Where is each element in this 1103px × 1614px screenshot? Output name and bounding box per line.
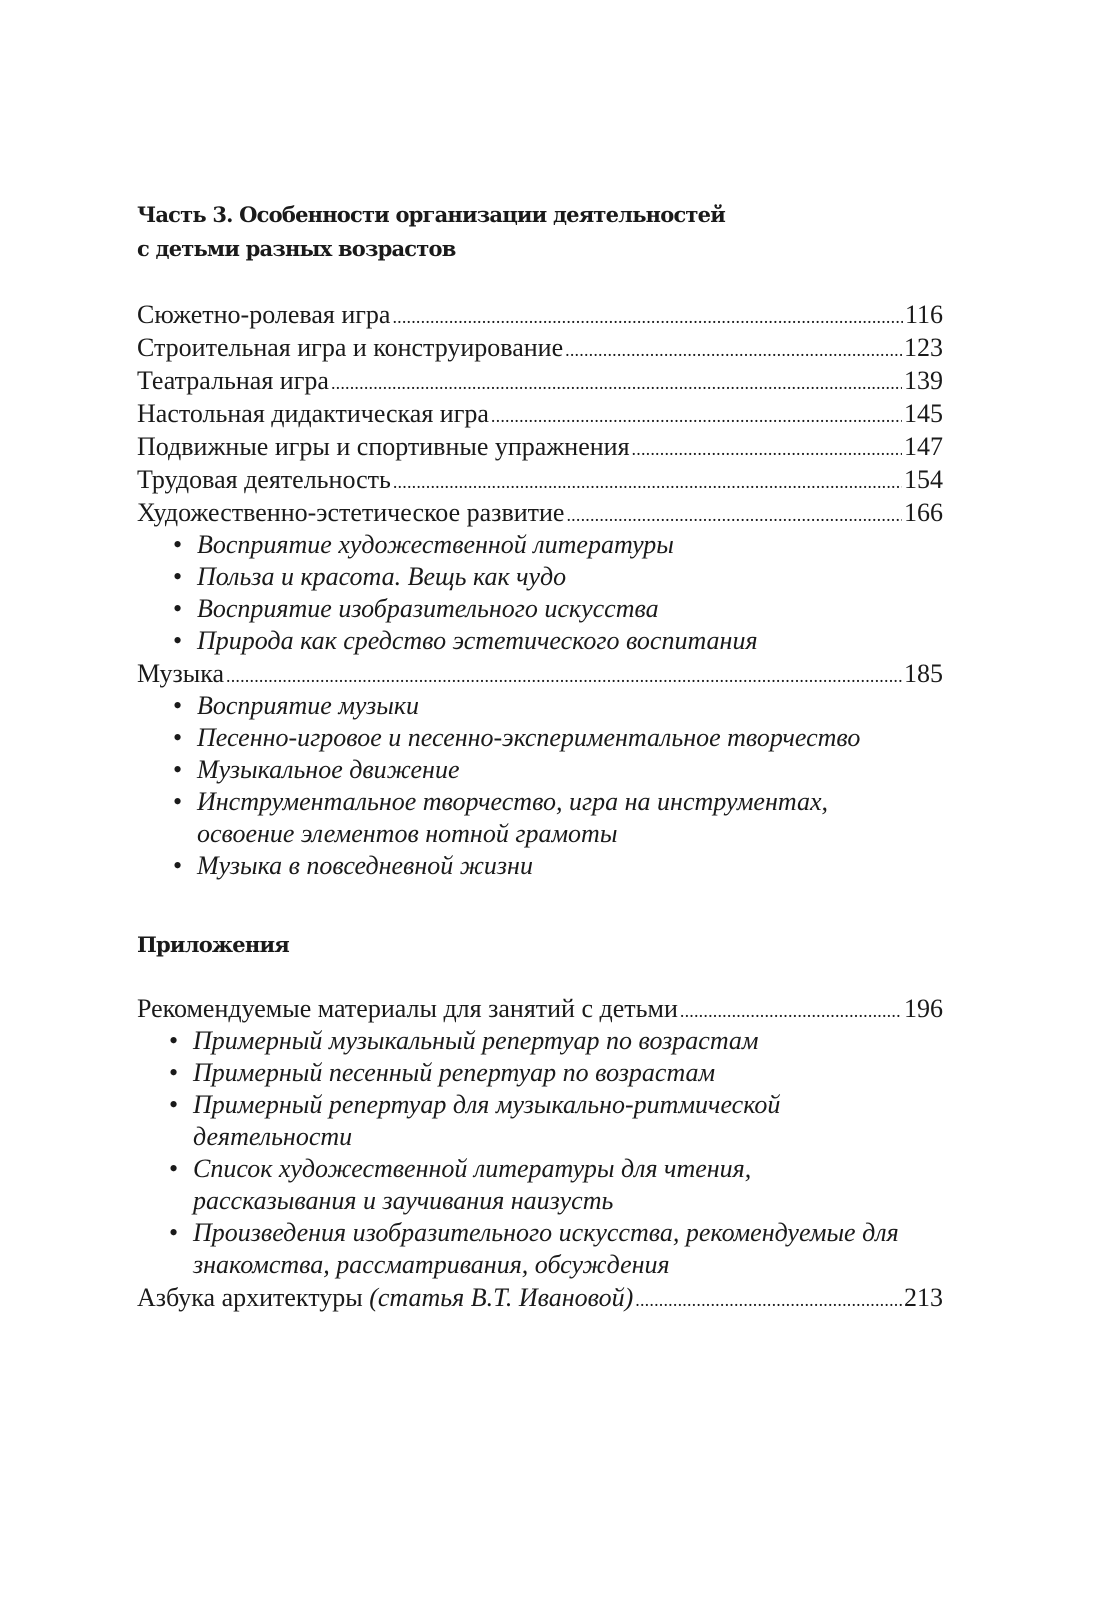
list-item: • Восприятие изобразительного искусства — [173, 594, 659, 623]
toc-entry[interactable] — [137, 430, 943, 463]
music-subitems — [137, 690, 943, 882]
list-item: • Примерный репертуар для музыкально-ритмической деятельности — [169, 1090, 781, 1151]
toc-entry[interactable] — [137, 364, 943, 397]
entry-title: Музыка — [137, 659, 224, 688]
architecture-entry-list — [137, 1281, 943, 1314]
entry-note: (статья В.Т. Ивановой) — [369, 1283, 634, 1312]
toc-entry[interactable] — [137, 331, 943, 364]
materials-subitems — [137, 1025, 943, 1281]
entry-page: 145 — [904, 399, 943, 428]
part3-heading-line1: Часть 3. Особенности организации деятельностей — [137, 202, 725, 227]
toc-entry[interactable] — [137, 992, 943, 1025]
dot-leader — [565, 331, 902, 367]
toc-entry[interactable] — [137, 463, 943, 496]
entry-title: Театральная игра — [137, 366, 329, 395]
entry-page: 213 — [904, 1283, 943, 1312]
toc-entry[interactable] — [137, 657, 943, 690]
bullet-icon: • — [173, 755, 183, 784]
toc-entry[interactable] — [137, 1281, 943, 1314]
entry-page: 166 — [904, 498, 943, 527]
entry-title: Художественно-эстетическое развитие — [137, 498, 565, 527]
music-entry-list — [137, 657, 943, 690]
bullet-icon: • — [173, 851, 183, 880]
bullet-icon: • — [173, 787, 183, 816]
dot-leader — [566, 496, 902, 532]
toc-entry[interactable] — [137, 298, 943, 331]
list-item: • Польза и красота. Вещь как чудо — [173, 562, 567, 591]
bullet-icon: • — [169, 1154, 179, 1183]
appendix-entries — [137, 992, 943, 1025]
dot-leader — [680, 992, 902, 1028]
toc-entry[interactable] — [137, 496, 943, 529]
table-of-contents — [137, 198, 943, 1314]
dot-leader — [393, 463, 902, 499]
entry-page: 185 — [904, 659, 943, 688]
bullet-icon: • — [169, 1218, 179, 1247]
entry-title: Строительная игра и конструирование — [137, 333, 564, 362]
dot-leader — [635, 1281, 902, 1317]
bullet-icon: • — [173, 562, 183, 591]
dot-leader — [491, 397, 902, 433]
bullet-icon: • — [169, 1058, 179, 1087]
list-item: • Восприятие музыки — [173, 691, 420, 720]
list-item: • Произведения изобразительного искусства, рекомендуемые для знакомства, рассматривания, обсуждения — [169, 1218, 899, 1279]
entry-page: 196 — [904, 994, 943, 1023]
list-item: • Инструментальное творчество, игра на инструментах, освоение элементов нотной грамоты — [173, 787, 828, 848]
entry-title: Сюжетно-ролевая игра — [137, 300, 391, 329]
list-item: • Список художественной литературы для чтения, рассказывания и заучивания наизусть — [169, 1154, 752, 1215]
list-item: • Примерный песенный репертуар по возрастам — [169, 1058, 716, 1087]
list-item: • Примерный музыкальный репертуар по возрастам — [169, 1026, 759, 1055]
part3-heading — [137, 198, 943, 266]
bullet-icon: • — [173, 691, 183, 720]
dot-leader — [226, 657, 902, 693]
dot-leader — [331, 364, 902, 400]
bullet-icon: • — [173, 594, 183, 623]
entry-title: Настольная дидактическая игра — [137, 399, 489, 428]
entry-page: 154 — [904, 465, 943, 494]
part3-heading-line2: с детьми разных возрастов — [137, 236, 456, 261]
list-item: • Восприятие художественной литературы — [173, 530, 674, 559]
dot-leader — [632, 430, 902, 466]
entry-page: 147 — [904, 432, 943, 461]
bullet-icon: • — [169, 1090, 179, 1119]
entry-page: 116 — [904, 300, 943, 329]
dot-leader — [392, 298, 903, 334]
list-item: • Музыкальное движение — [173, 755, 460, 784]
list-item: • Песенно-игровое и песенно-экспериментальное творчество — [173, 723, 861, 752]
entry-page: 123 — [904, 333, 943, 362]
bullet-icon: • — [173, 530, 183, 559]
list-item: • Природа как средство эстетического воспитания — [173, 626, 758, 655]
entry-title: Трудовая деятельность — [137, 465, 391, 494]
entry-title: Рекомендуемые материалы для занятий с детьми — [137, 994, 678, 1023]
entry-title: Азбука архитектуры (статья В.Т. Ивановой) — [137, 1283, 634, 1312]
part3-entries — [137, 298, 943, 529]
appendix-heading: Приложения — [137, 932, 289, 957]
list-item: • Музыка в повседневной жизни — [173, 851, 533, 880]
art-subitems — [137, 529, 943, 657]
toc-entry[interactable] — [137, 397, 943, 430]
bullet-icon: • — [173, 723, 183, 752]
bullet-icon: • — [173, 626, 183, 655]
bullet-icon: • — [169, 1026, 179, 1055]
entry-page: 139 — [904, 366, 943, 395]
entry-title: Подвижные игры и спортивные упражнения — [137, 432, 630, 461]
